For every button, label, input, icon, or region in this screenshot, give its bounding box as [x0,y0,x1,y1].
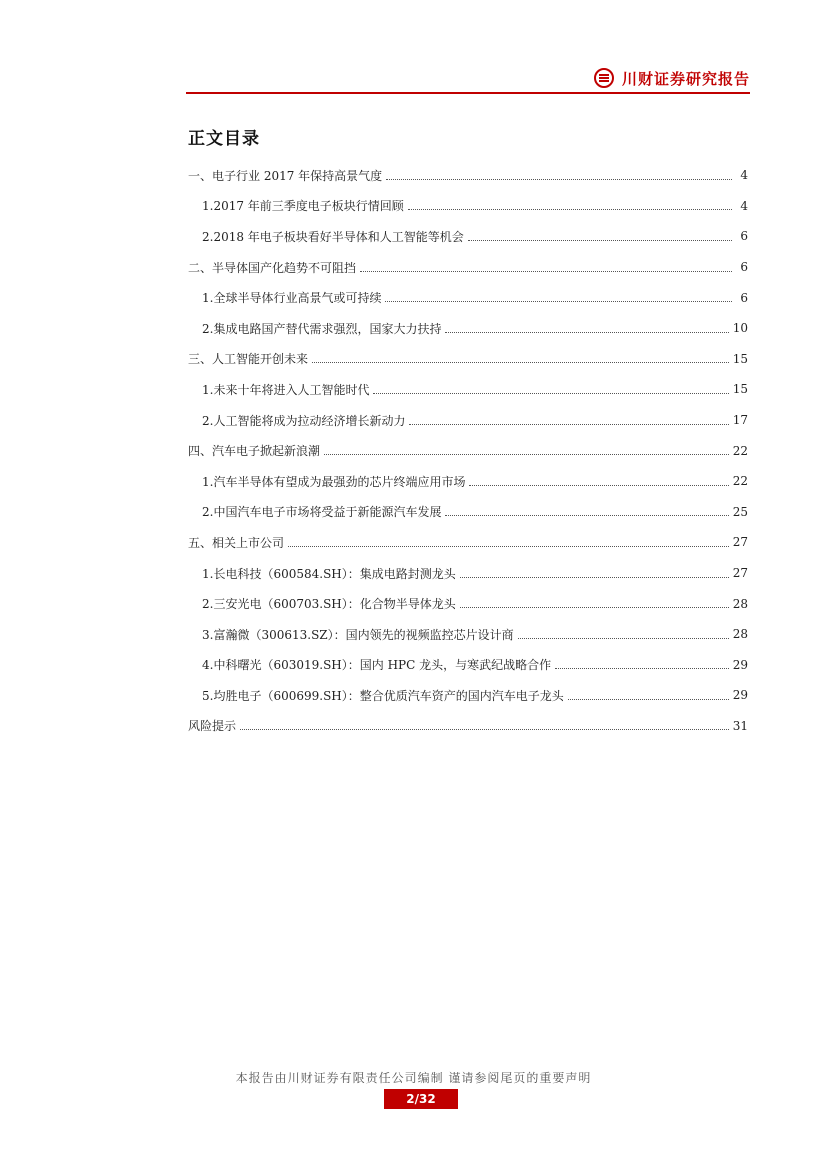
toc-dot-leader [445,332,728,333]
toc-entry[interactable] [188,313,748,344]
page-header [186,66,750,94]
toc-entry[interactable] [188,619,748,650]
toc-entry-page: 28 [732,627,748,642]
toc-dot-leader [468,240,732,241]
footer-disclaimer: 本报告由川财证券有限责任公司编制 谨请参阅尾页的重要声明 [235,1071,592,1085]
toc-entry-label: 2.中国汽车电子市场将受益于新能源汽车发展 [202,505,442,520]
toc-entry-page: 15 [732,351,748,366]
toc-entry[interactable] [188,497,748,528]
toc-entry[interactable] [188,282,748,313]
toc-entry-label: 一、电子行业 2017 年保持高景气度 [188,168,383,183]
toc-entry[interactable] [188,435,748,466]
toc-entry-label: 4.中科曙光（603019.SH）：国内 HPC 龙头，与寒武纪战略合作 [202,658,552,673]
toc-dot-leader [385,301,732,302]
toc-entry-page: 29 [732,657,748,672]
page-number-badge: 2/32 [384,1089,458,1109]
toc-entry-label: 1.汽车半导体有望成为最强劲的芯片终端应用市场 [202,474,466,489]
toc-entry-label: 1.长电科技（600584.SH）：集成电路封测龙头 [202,566,456,581]
header-divider [186,92,750,94]
toc-dot-leader [386,179,732,180]
toc-entry-label: 五、相关上市公司 [188,535,285,550]
toc-title: 正文目录 [188,129,260,149]
toc-entry-label: 2.人工智能将成为拉动经济增长新动力 [202,413,406,428]
toc-dot-leader [360,271,732,272]
toc-dot-leader [568,699,729,700]
table-of-contents [188,160,748,741]
toc-entry-label: 四、汽车电子掀起新浪潮 [188,444,321,459]
toc-entry[interactable] [188,558,748,589]
toc-entry-label: 1.全球半导体行业高景气或可持续 [202,291,382,306]
toc-entry-label: 风险提示 [188,719,237,734]
toc-entry[interactable] [188,405,748,436]
toc-dot-leader [445,515,728,516]
toc-dot-leader [460,607,729,608]
toc-dot-leader [409,424,728,425]
toc-entry[interactable] [188,650,748,681]
toc-entry-label: 5.均胜电子（600699.SH）：整合优质汽车资产的国内汽车电子龙头 [202,688,564,703]
toc-dot-leader [408,209,732,210]
toc-entry-page: 4 [740,198,748,213]
toc-entry[interactable] [188,252,748,283]
toc-entry-page: 31 [732,718,748,733]
toc-entry[interactable] [188,680,748,711]
toc-dot-leader [373,393,728,394]
toc-entry[interactable] [188,588,748,619]
toc-entry-label: 2.三安光电（600703.SH）：化合物半导体龙头 [202,597,456,612]
toc-entry-page: 15 [732,382,748,397]
toc-entry-label: 二、半导体国产化趋势不可阻挡 [188,260,357,275]
toc-entry-page: 22 [732,443,748,458]
toc-dot-leader [460,577,729,578]
toc-entry-page: 25 [732,504,748,519]
toc-entry-label: 1.2017 年前三季度电子板块行情回顾 [202,199,404,214]
toc-entry[interactable] [188,344,748,375]
brand-name: 川财证券研究报告 [621,69,750,88]
toc-dot-leader [324,454,729,455]
brand [594,66,750,90]
toc-dot-leader [555,668,729,669]
toc-dot-leader [240,729,729,730]
toc-entry-page: 10 [732,321,748,336]
toc-entry[interactable] [188,191,748,222]
toc-entry-page: 17 [732,413,748,428]
toc-entry-label: 2.集成电路国产替代需求强烈，国家大力扶持 [202,321,442,336]
chuancai-logo-icon [594,68,614,88]
toc-dot-leader [288,546,729,547]
toc-entry[interactable] [188,527,748,558]
toc-entry[interactable] [188,374,748,405]
toc-entry-label: 三、人工智能开创未来 [188,352,309,367]
toc-entry-label: 1.未来十年将进入人工智能时代 [202,382,370,397]
toc-entry-page: 6 [740,229,748,244]
toc-entry-page: 29 [732,688,748,703]
toc-entry-label: 3.富瀚微（300613.SZ）：国内领先的视频监控芯片设计商 [202,627,514,642]
toc-entry-page: 22 [732,474,748,489]
toc-entry-page: 6 [740,290,748,305]
toc-dot-leader [312,362,729,363]
toc-entry-page: 27 [732,566,748,581]
toc-dot-leader [469,485,728,486]
toc-entry[interactable] [188,221,748,252]
toc-entry-page: 6 [740,260,748,275]
toc-entry[interactable] [188,711,748,742]
toc-entry-page: 4 [740,168,748,183]
toc-entry-label: 2.2018 年电子板块看好半导体和人工智能等机会 [202,229,464,244]
toc-dot-leader [518,638,729,639]
toc-entry[interactable] [188,466,748,497]
toc-entry[interactable] [188,160,748,191]
toc-entry-page: 28 [732,596,748,611]
toc-entry-page: 27 [732,535,748,550]
